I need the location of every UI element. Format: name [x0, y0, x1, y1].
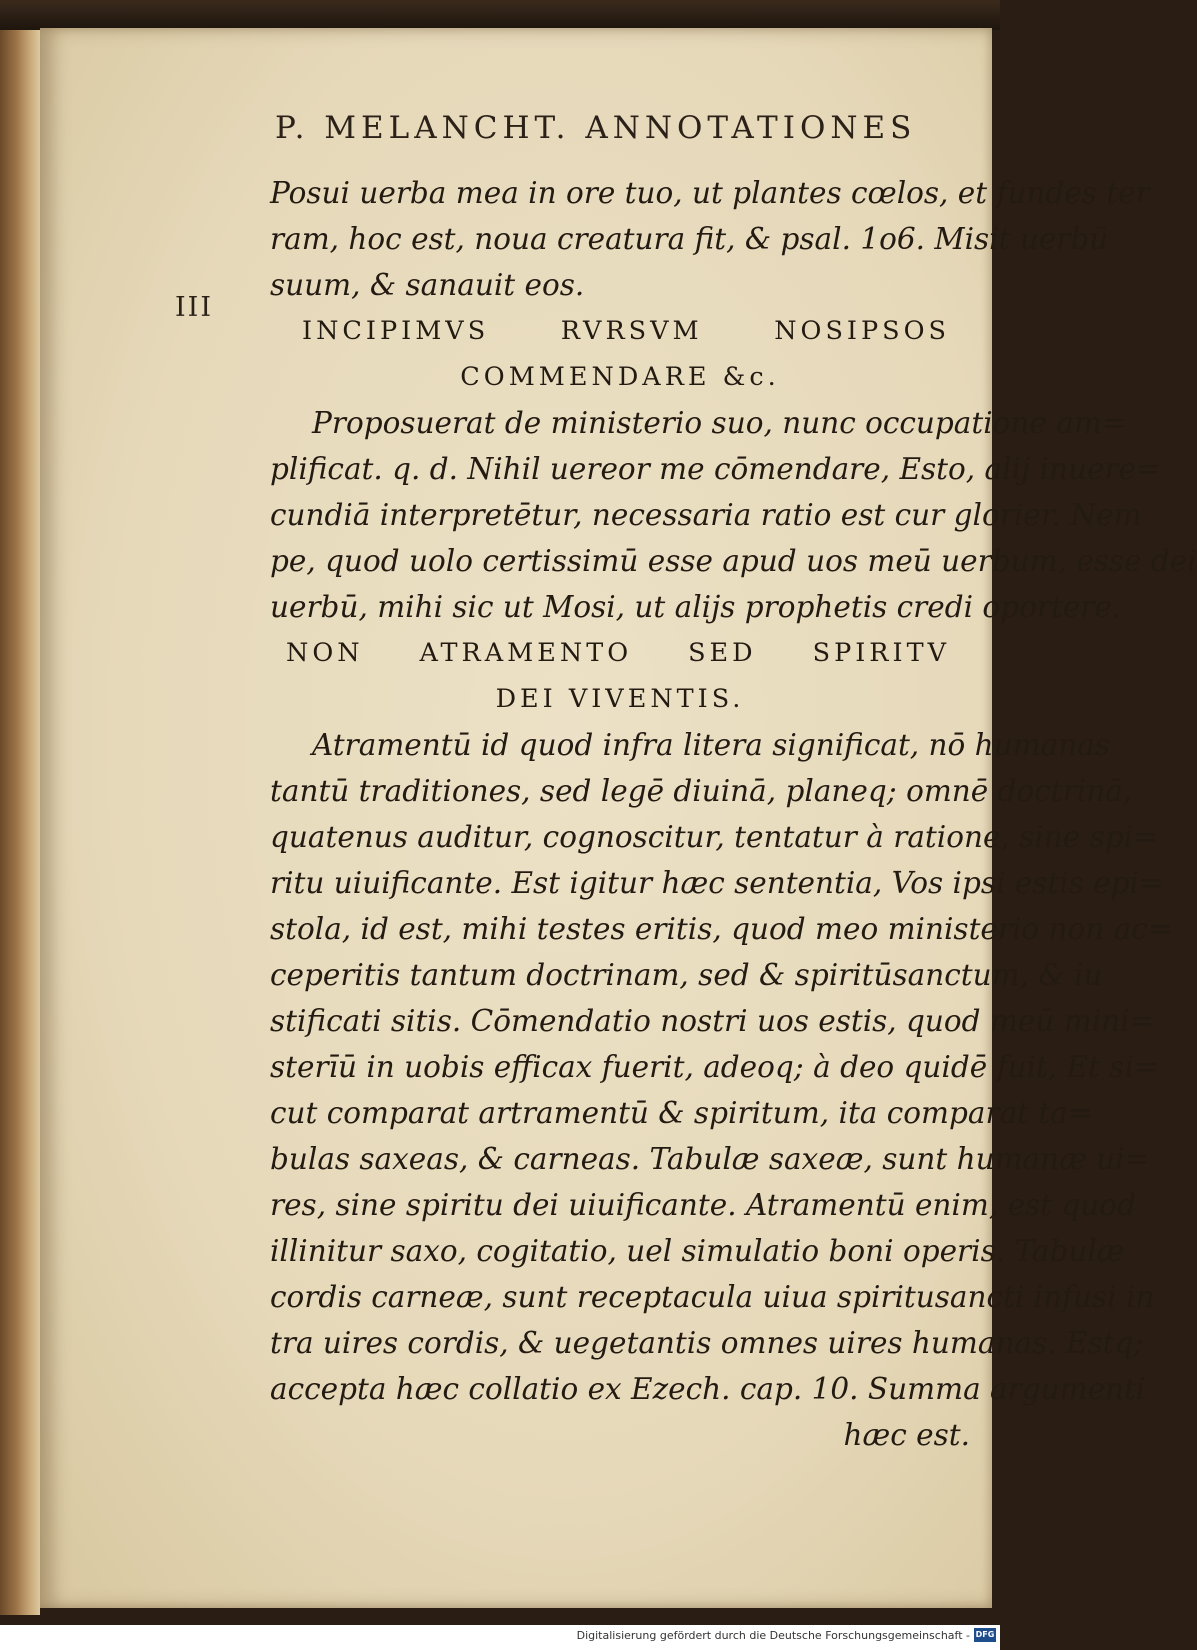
dfg-logo: DFG	[974, 1628, 996, 1642]
text-line: sterīū in uobis efficax fuerit, adeoq; à deo quidē fuit, Et si=	[270, 1050, 1159, 1084]
scan-top-edge	[0, 0, 1000, 30]
text-block	[270, 170, 1197, 1458]
text-line: uerbū, mihi sic ut Mosi, ut alijs prophetis credi oportere.	[270, 590, 1122, 624]
text-line: tra uires cordis, & uegetantis omnes uires humanas. Estq;	[270, 1326, 1144, 1360]
book-spine-edge	[0, 30, 40, 1615]
text-line: stificati sitis. Cōmendatio nostri uos estis, quod meū mini=	[270, 1004, 1155, 1038]
text-line: stola, id est, mihi testes eritis, quod meo ministerio non ac=	[270, 912, 1173, 946]
section-heading: INCIPIMVS RVRSVM NOSIPSOS	[302, 316, 950, 346]
text-line: ritu uiuificante. Est igitur hæc sententia, Vos ipsi estis epi=	[270, 866, 1164, 900]
text-line: res, sine spiritu dei uiuificante. Atramentū enim, est quod	[270, 1188, 1136, 1222]
text-line: tantū traditiones, sed legē diuinā, planeq; omnē doctrinā,	[270, 774, 1133, 808]
text-line: plificat. q. d. Nihil uereor me cōmendare, Esto, alij inuere=	[270, 452, 1161, 486]
text-line: quatenus auditur, cognoscitur, tentatur à ratione, sine spi=	[270, 820, 1158, 854]
running-head: P. MELANCHT. ANNOTATIONES	[275, 110, 917, 146]
text-line: illinitur saxo, cogitatio, uel simulatio boni operis. Tabulæ	[270, 1234, 1125, 1268]
text-line: cut comparat artramentū & spiritum, ita comparat ta=	[270, 1096, 1093, 1130]
section-heading: COMMENDARE &c.	[460, 362, 780, 392]
text-line: cordis carneæ, sunt receptacula uiua spiritusancti infusi in	[270, 1280, 1155, 1314]
text-line: bulas saxeas, & carneas. Tabulæ saxeæ, sunt humanæ ui=	[270, 1142, 1150, 1176]
text-line: Posui uerba mea in ore tuo, ut plantes cœlos, et fundes ter	[270, 176, 1150, 210]
text-line: cundiā interpretētur, necessaria ratio est cur glorier. Nem	[270, 498, 1142, 532]
text-line: pe, quod uolo certissimū esse apud uos meū uerbum, esse dei	[270, 544, 1197, 578]
text-line: suum, & sanauit eos.	[270, 268, 585, 302]
folio-number: III	[175, 292, 213, 323]
funding-notice: Digitalisierung gefördert durch die Deutsche Forschungsgemeinschaft -	[576, 1629, 970, 1642]
section-heading: NON ATRAMENTO SED SPIRITV	[286, 638, 950, 668]
section-heading: DEI VIVENTIS.	[495, 684, 745, 714]
text-line: hæc est.	[843, 1418, 970, 1452]
text-line: ram, hoc est, noua creatura fit, & psal. 1ο6. Misit uerbū	[270, 222, 1109, 256]
text-line: Proposuerat de ministerio suo, nunc occupatione am=	[312, 406, 1127, 440]
text-line: accepta hæc collatio ex Ezech. cap. 10. Summa argumenti	[270, 1372, 1146, 1406]
text-line: ceperitis tantum doctrinam, sed & spiritūsanctum, & iu	[270, 958, 1103, 992]
text-line: Atramentū id quod infra litera significat, nō humanas	[312, 728, 1110, 762]
